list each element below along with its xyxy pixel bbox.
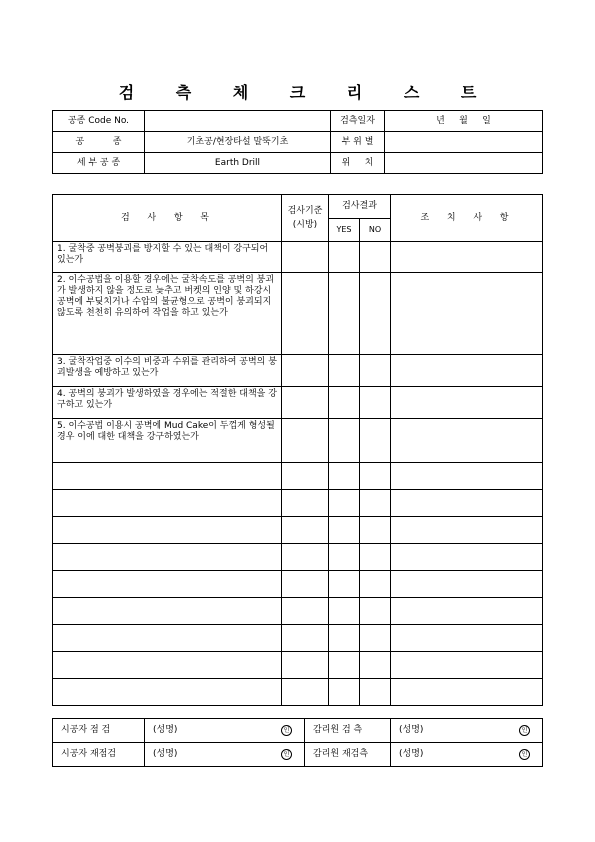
contractor-reinspection-label: 시공자 재점검	[53, 743, 145, 767]
seal-cell	[241, 743, 305, 767]
standard-cell[interactable]	[282, 419, 329, 463]
work-code-label: 공종 Code No.	[53, 111, 145, 132]
signature-row	[53, 719, 543, 743]
item-cell[interactable]	[53, 463, 282, 490]
no-cell[interactable]	[360, 544, 391, 571]
seal-cell	[485, 743, 543, 767]
action-header: 조 치 사 항	[391, 195, 543, 242]
action-cell[interactable]	[391, 242, 543, 273]
yes-cell[interactable]	[329, 419, 360, 463]
table-row	[53, 242, 543, 273]
action-cell[interactable]	[391, 679, 543, 706]
yes-cell[interactable]	[329, 463, 360, 490]
no-cell[interactable]	[360, 242, 391, 273]
yes-cell[interactable]	[329, 544, 360, 571]
check-item-3: 3. 굴착작업중 이수의 비중과 수위를 관리하여 공벽의 붕괴발생을 예방하고 있는가	[53, 355, 282, 387]
yes-cell[interactable]	[329, 387, 360, 419]
page-title: 검 측 체 크 리 스 트	[118, 83, 495, 102]
yes-cell[interactable]	[329, 571, 360, 598]
no-header: NO	[360, 218, 391, 242]
supervisor-name-field[interactable]: (성명)	[391, 719, 485, 743]
info-row	[53, 153, 543, 174]
action-cell[interactable]	[391, 355, 543, 387]
standard-cell[interactable]	[282, 242, 329, 273]
item-cell[interactable]	[53, 571, 282, 598]
yes-cell[interactable]	[329, 517, 360, 544]
item-cell[interactable]	[53, 490, 282, 517]
table-row	[53, 355, 543, 387]
seal-icon: 인	[281, 725, 292, 736]
work-type-field[interactable]: 기초공/현장타설 말뚝기초	[145, 132, 331, 153]
contractor-inspection-label: 시공자 점 검	[53, 719, 145, 743]
item-cell[interactable]	[53, 544, 282, 571]
action-cell[interactable]	[391, 463, 543, 490]
work-type-label: 공 종	[53, 132, 145, 153]
seal-cell	[241, 719, 305, 743]
contractor-name-field[interactable]: (성명)	[145, 719, 241, 743]
header-row	[53, 195, 543, 219]
inspection-date-label: 검측일자	[331, 111, 385, 132]
part-field[interactable]	[385, 132, 543, 153]
sub-work-type-field[interactable]: Earth Drill	[145, 153, 331, 174]
action-cell[interactable]	[391, 598, 543, 625]
yes-cell[interactable]	[329, 652, 360, 679]
standard-header-line1: 검사기준	[287, 205, 323, 216]
part-label: 부 위 별	[331, 132, 385, 153]
item-cell[interactable]	[53, 652, 282, 679]
info-row	[53, 111, 543, 132]
checklist-table	[52, 194, 543, 706]
standard-header	[282, 195, 329, 242]
items-header: 검 사 항 목	[53, 195, 282, 242]
table-row	[53, 273, 543, 355]
item-cell[interactable]	[53, 679, 282, 706]
no-cell[interactable]	[360, 598, 391, 625]
no-cell[interactable]	[360, 625, 391, 652]
signature-table	[52, 718, 543, 767]
work-info-table	[52, 110, 543, 174]
item-cell[interactable]	[53, 625, 282, 652]
standard-cell[interactable]	[282, 571, 329, 598]
location-field[interactable]	[385, 153, 543, 174]
check-item-5: 5. 이수공법 이용시 공벽에 Mud Cake이 두껍게 형성될 경우 이에 대한 대책을 강구하였는가	[53, 419, 282, 463]
table-row	[53, 419, 543, 463]
standard-cell[interactable]	[282, 652, 329, 679]
action-cell[interactable]	[391, 652, 543, 679]
standard-header-line2: (시방)	[292, 219, 318, 230]
empty-row	[53, 679, 543, 706]
standard-cell[interactable]	[282, 355, 329, 387]
yes-cell[interactable]	[329, 273, 360, 355]
check-item-4: 4. 공벽의 붕괴가 발생하였을 경우에는 적절한 대책을 강구하고 있는가	[53, 387, 282, 419]
standard-cell[interactable]	[282, 625, 329, 652]
work-code-field[interactable]	[145, 111, 331, 132]
standard-cell[interactable]	[282, 517, 329, 544]
supervisor-inspection-label: 감리원 검 측	[305, 719, 391, 743]
no-cell[interactable]	[360, 463, 391, 490]
no-cell[interactable]	[360, 652, 391, 679]
empty-row	[53, 625, 543, 652]
seal-icon: 인	[519, 725, 530, 736]
no-cell[interactable]	[360, 490, 391, 517]
contractor-name-field[interactable]: (성명)	[145, 743, 241, 767]
no-cell[interactable]	[360, 571, 391, 598]
location-label: 위 치	[331, 153, 385, 174]
yes-cell[interactable]	[329, 355, 360, 387]
no-cell[interactable]	[360, 517, 391, 544]
standard-cell[interactable]	[282, 490, 329, 517]
action-cell[interactable]	[391, 490, 543, 517]
empty-row	[53, 490, 543, 517]
standard-cell[interactable]	[282, 387, 329, 419]
result-header: 검사결과	[329, 195, 391, 219]
no-cell[interactable]	[360, 679, 391, 706]
item-cell[interactable]	[53, 598, 282, 625]
yes-cell[interactable]	[329, 679, 360, 706]
no-cell[interactable]	[360, 273, 391, 355]
seal-icon: 인	[519, 749, 530, 760]
action-cell[interactable]	[391, 517, 543, 544]
sub-work-type-label: 세 부 공 종	[53, 153, 145, 174]
action-cell[interactable]	[391, 625, 543, 652]
info-row	[53, 132, 543, 153]
table-row	[53, 387, 543, 419]
yes-cell[interactable]	[329, 242, 360, 273]
empty-row	[53, 517, 543, 544]
signature-row	[53, 743, 543, 767]
standard-cell[interactable]	[282, 463, 329, 490]
no-cell[interactable]	[360, 355, 391, 387]
action-cell[interactable]	[391, 419, 543, 463]
check-item-1: 1. 굴착중 공벽붕괴를 방지할 수 있는 대책이 강구되어 있는가	[53, 242, 282, 273]
item-cell[interactable]	[53, 517, 282, 544]
yes-cell[interactable]	[329, 625, 360, 652]
empty-row	[53, 544, 543, 571]
empty-row	[53, 598, 543, 625]
seal-icon: 인	[281, 749, 292, 760]
empty-row	[53, 571, 543, 598]
empty-row	[53, 652, 543, 679]
standard-cell[interactable]	[282, 598, 329, 625]
no-cell[interactable]	[360, 387, 391, 419]
yes-header: YES	[329, 218, 360, 242]
supervisor-reinspection-label: 감리원 재검측	[305, 743, 391, 767]
supervisor-name-field[interactable]: (성명)	[391, 743, 485, 767]
inspection-date-field[interactable]: 년 월 일	[385, 111, 543, 132]
standard-cell[interactable]	[282, 679, 329, 706]
action-cell[interactable]	[391, 544, 543, 571]
standard-cell[interactable]	[282, 273, 329, 355]
action-cell[interactable]	[391, 571, 543, 598]
action-cell[interactable]	[391, 387, 543, 419]
no-cell[interactable]	[360, 419, 391, 463]
seal-cell	[485, 719, 543, 743]
yes-cell[interactable]	[329, 598, 360, 625]
standard-cell[interactable]	[282, 544, 329, 571]
action-cell[interactable]	[391, 273, 543, 355]
yes-cell[interactable]	[329, 490, 360, 517]
check-item-2: 2. 이수공법을 이용할 경우에는 굴착속도를 공벽의 붕괴가 발생하지 않을 정도로 늦추고 버켓의 인양 및 하강시 공벽에 부딪치거나 수압의 불균형으로 공벽이 붕괴되지 않도록 천천히 유의하여 작업을 하고 있는가	[53, 273, 282, 355]
empty-row	[53, 463, 543, 490]
